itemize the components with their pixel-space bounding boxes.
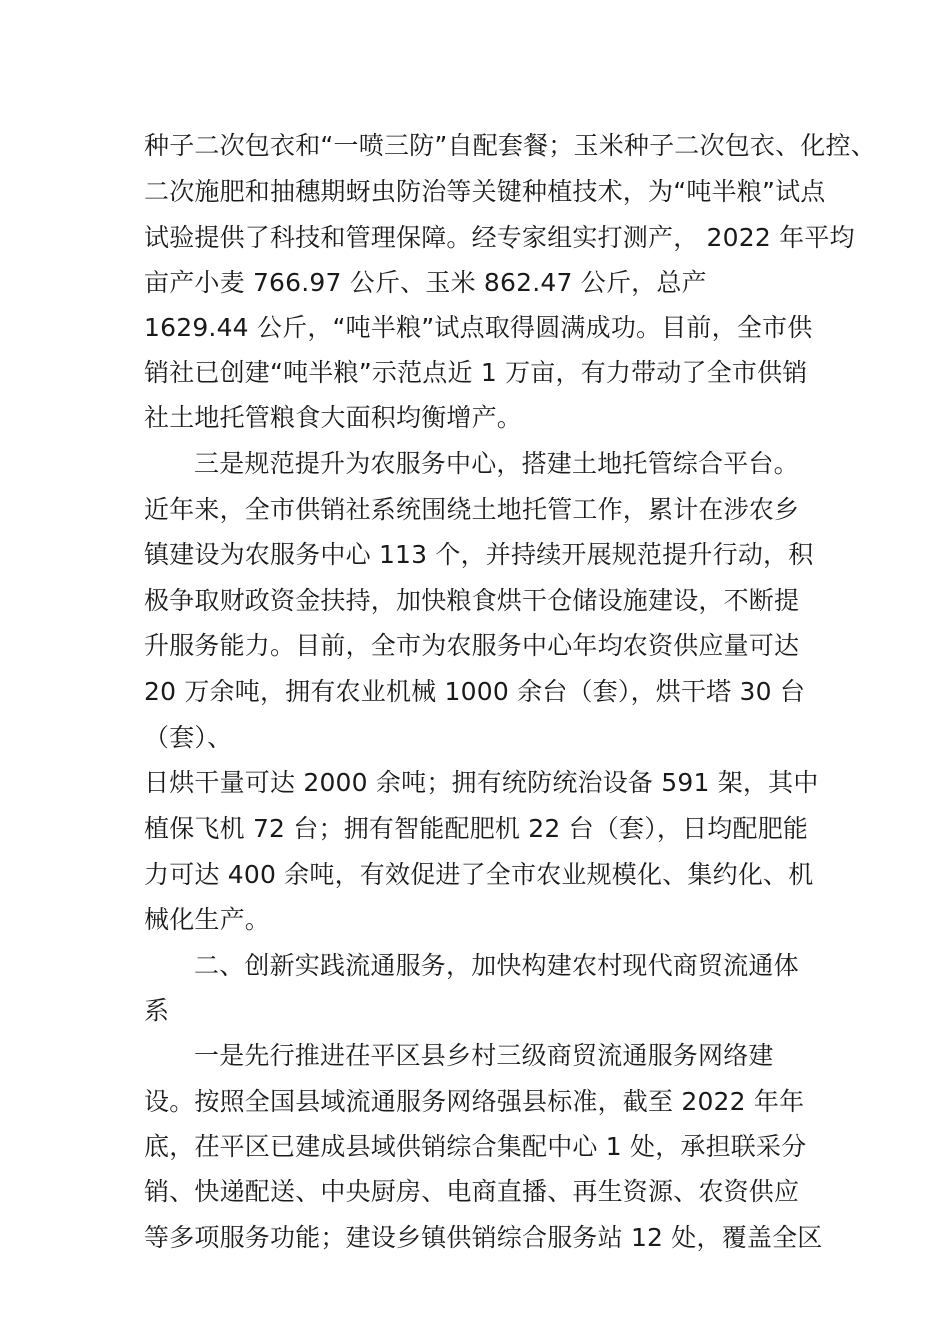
text-line: 力可达 400 余吨，有效促进了全市农业规模化、集约化、机 [144, 860, 814, 889]
text-line: 镇建设为农服务中心 113 个，并持续开展规范提升行动，积 [144, 540, 814, 569]
text-line: 植保飞机 72 台；拥有智能配肥机 22 台（套），日均配肥能 [144, 814, 809, 843]
text-line: 二次施肥和抽穗期蚜虫防治等关键种植技术，为“吨半粮”试点 [144, 177, 826, 206]
text-line: 亩产小麦 766.97 公斤、玉米 862.47 公斤，总产 [144, 268, 707, 297]
text-line: 极争取财政资金扶持，加快粮食烘干仓储设施建设，不断提 [144, 586, 800, 615]
text-line: （套）、 [144, 723, 233, 752]
text-line: 社土地托管粮食大面积均衡增产。 [144, 403, 523, 432]
section-heading-continued: 系 [144, 996, 170, 1025]
text-line: 升服务能力。目前，全市为农服务中心年均农资供应量可达 [144, 631, 800, 660]
section-heading: 二、创新实践流通服务，加快构建农村现代商贸流通体 [194, 951, 799, 980]
text-line: 日烘干量可达 2000 余吨；拥有统防统治设备 591 架，其中 [144, 768, 819, 797]
text-line: 试验提供了科技和管理保障。经专家组实打测产， 2022 年平均 [144, 223, 855, 252]
text-line: 种子二次包衣和“一喷三防”自配套餐；玉米种子二次包衣、化控、 [144, 131, 876, 160]
text-line: 销、快递配送、中央厨房、电商直播、再生资源、农资供应 [144, 1177, 800, 1206]
text-line: 销社已创建“吨半粮”示范点近 1 万亩，有力带动了全市供销 [144, 358, 808, 387]
text-line: 20 万余吨，拥有农业机械 1000 余台（套），烘干塔 30 台 [144, 677, 806, 706]
text-line: 底，茌平区已建成县域供销综合集配中心 1 处，承担联采分 [144, 1132, 807, 1161]
text-line: 近年来，全市供销社系统围绕土地托管工作，累计在涉农乡 [144, 495, 800, 524]
paragraph-heading: 一是先行推进茌平区县乡村三级商贸流通服务网络建 [194, 1041, 774, 1070]
text-line: 械化生产。 [144, 905, 271, 934]
text-line: 1629.44 公斤，“吨半粮”试点取得圆满成功。目前，全市供 [144, 313, 813, 342]
paragraph-heading: 三是规范提升为农服务中心，搭建土地托管综合平台。 [194, 449, 799, 478]
text-line: 设。按照全国县域流通服务网络强县标准，截至 2022 年年 [144, 1087, 805, 1116]
text-line: 等多项服务功能；建设乡镇供销综合服务站 12 处，覆盖全区 [144, 1223, 823, 1252]
